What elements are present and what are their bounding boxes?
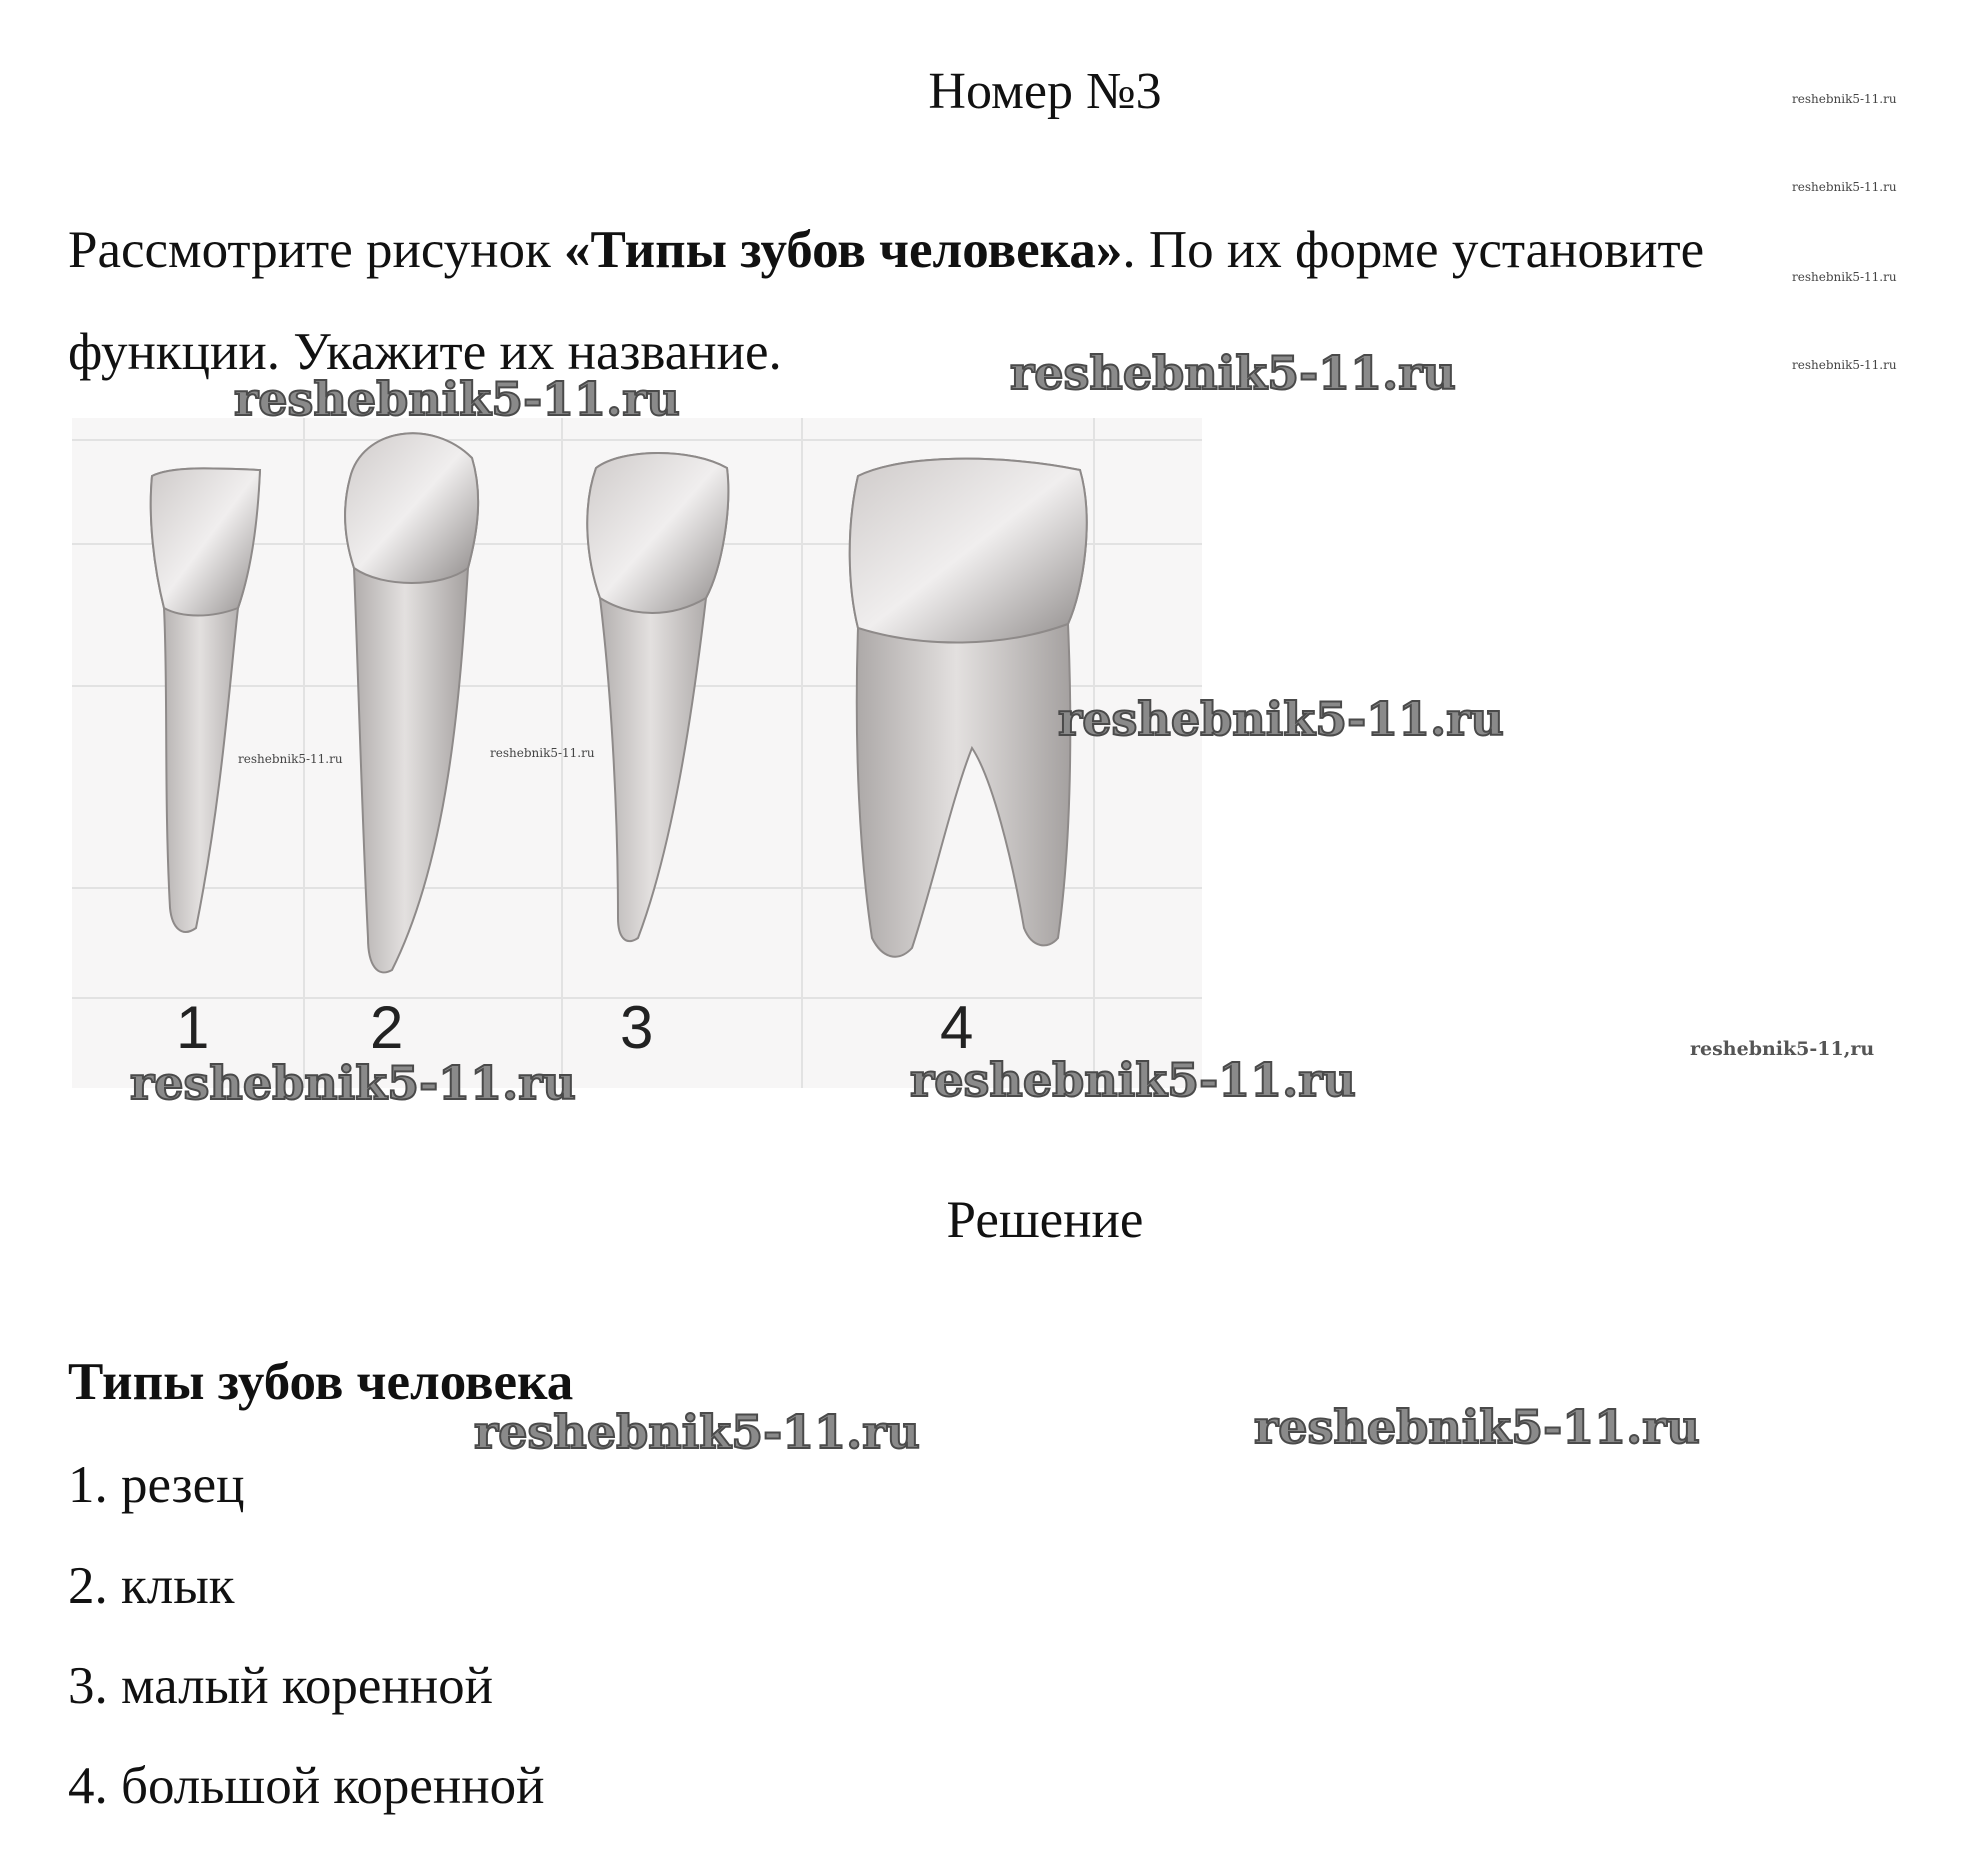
watermark-small: reshebnik5-11.ru — [1792, 270, 1897, 284]
tooth-molar — [850, 459, 1087, 957]
task-figure-title: «Типы зубов человека» — [564, 221, 1123, 279]
solution-title: Решение — [946, 1191, 1144, 1249]
task-line-2: функции. Укажите их название. — [68, 323, 782, 381]
page-title: Номер №3 — [928, 63, 1162, 120]
tooth-incisor — [151, 468, 260, 932]
answer-item-2: 2. клык — [68, 1557, 235, 1615]
watermark-small: reshebnik5-11.ru — [490, 746, 595, 760]
tooth-number-2: 2 — [370, 994, 404, 1061]
task-text-before: Рассмотрите рисунок — [68, 221, 565, 279]
watermark: reshebnik5-11.ru — [910, 1053, 1356, 1107]
watermark: reshebnik5-11.ru — [130, 1056, 576, 1110]
tooth-number-3: 3 — [620, 994, 654, 1061]
watermark: reshebnik5-11.ru — [1010, 346, 1456, 400]
task-text-after: . По их форме установите — [1122, 221, 1705, 279]
answer-item-1: 1. резец — [68, 1456, 245, 1514]
answer-item-3: 3. малый коренной — [68, 1657, 494, 1715]
watermark-small: reshebnik5-11.ru — [1792, 180, 1897, 194]
tooth-number-4: 4 — [940, 994, 974, 1061]
tooth-number-1: 1 — [176, 994, 210, 1061]
answer-item-4: 4. большой коренной — [68, 1757, 545, 1815]
tooth-premolar — [587, 453, 728, 941]
watermark-small: reshebnik5-11,ru — [1690, 1038, 1875, 1060]
watermark-small: reshebnik5-11.ru — [238, 752, 343, 766]
tooth-canine — [345, 433, 478, 972]
watermark: reshebnik5-11.ru — [234, 372, 680, 426]
task-line-1 — [68, 220, 1704, 280]
watermark: reshebnik5-11.ru — [1254, 1400, 1700, 1454]
watermark: reshebnik5-11.ru — [1058, 692, 1504, 746]
watermark-small: reshebnik5-11.ru — [1792, 358, 1897, 372]
watermark-small: reshebnik5-11.ru — [1792, 92, 1897, 106]
answer-heading: Типы зубов человека — [68, 1353, 574, 1411]
watermark: reshebnik5-11.ru — [474, 1405, 920, 1459]
